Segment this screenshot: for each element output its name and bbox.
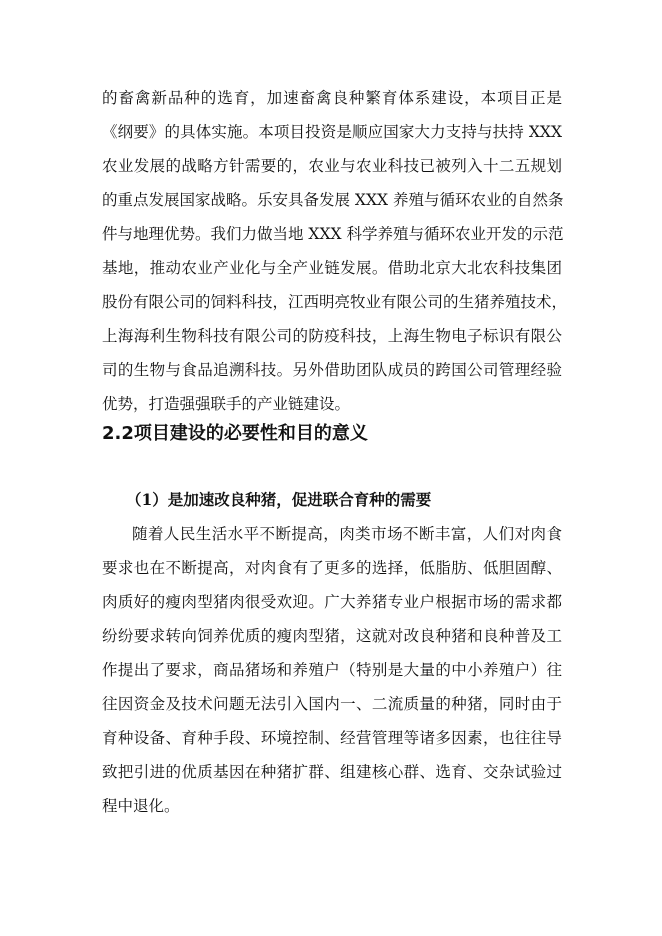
- section-heading: 2.2项目建设的必要性和目的意义: [102, 423, 368, 444]
- paragraph-1-line-1: 的畜禽新品种的选育，加速畜禽良种繁育体系建设，本项目正是: [102, 89, 562, 107]
- paragraph-1-line-9: 司的生物与食品追溯科技。另外借助团队成员的跨国公司管理经验: [102, 361, 562, 379]
- paragraph-2-line-3: 肉质好的瘦肉型猪肉很受欢迎。广大养猪专业户根据市场的需求都: [102, 593, 562, 611]
- paragraph-2-line-7: 育种设备、育种手段、环境控制、经营管理等诸多因素，也往往导: [102, 729, 562, 747]
- paragraph-1-line-8: 上海海利生物科技有限公司的防疫科技，上海生物电子标识有限公: [102, 327, 562, 345]
- section-subheading: （1）是加速改良种猪，促进联合育种的需要: [126, 490, 432, 509]
- paragraph-2-line-1: 随着人民生活水平不断提高，肉类市场不断丰富，人们对肉食: [132, 525, 562, 543]
- paragraph-1-line-3: 农业发展的战略方针需要的，农业与农业科技已被列入十二五规划: [102, 157, 562, 175]
- paragraph-1-line-2: 《纲要》的具体实施。本项目投资是顺应国家大力支持与扶持 XXX: [102, 123, 562, 141]
- paragraph-2-line-8: 致把引进的优质基因在种猪扩群、组建核心群、选育、交杂试验过: [102, 763, 562, 781]
- paragraph-2-line-5: 作提出了要求，商品猪场和养殖户（特别是大量的中小养殖户）往: [102, 661, 562, 679]
- paragraph-1-line-6: 基地，推动农业产业化与全产业链发展。借助北京大北农科技集团: [102, 259, 562, 277]
- paragraph-1-line-5: 件与地理优势。我们力做当地 XXX 科学养殖与循环农业开发的示范: [102, 225, 564, 243]
- paragraph-1-line-10: 优势，打造强强联手的产业链建设。: [102, 395, 351, 413]
- paragraph-2-line-9: 程中退化。: [102, 797, 180, 815]
- paragraph-1-line-4: 的重点发展国家战略。乐安具备发展 XXX 养殖与循环农业的自然条: [102, 191, 564, 209]
- paragraph-2-line-4: 纷纷要求转向饲养优质的瘦肉型猪，这就对改良种猪和良种普及工: [102, 627, 562, 645]
- paragraph-2-line-6: 往因资金及技术问题无法引入国内一、二流质量的种猪，同时由于: [102, 695, 562, 713]
- paragraph-2-line-2: 要求也在不断提高，对肉食有了更多的选择，低脂肪、低胆固醇、: [102, 559, 562, 577]
- paragraph-1-line-7: 股份有限公司的饲料科技，江西明亮牧业有限公司的生猪养殖技术，: [102, 293, 568, 311]
